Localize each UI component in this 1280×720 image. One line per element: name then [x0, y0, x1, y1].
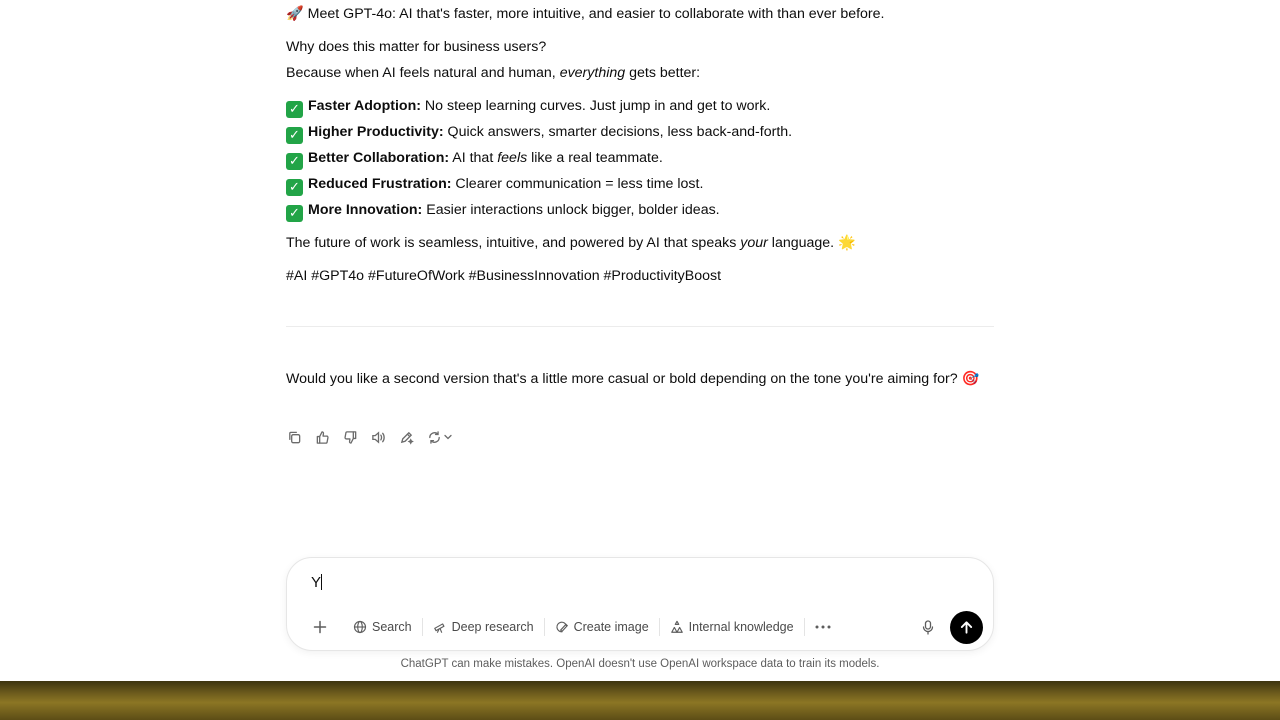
message-future [286, 233, 860, 253]
check-mark-icon: ✓ [286, 101, 303, 118]
benefit-text: Easier interactions unlock bigger, bolder ideas. [422, 202, 720, 218]
benefit-title: Reduced Frustration: [308, 176, 452, 192]
target-icon: 🎯 [961, 371, 980, 387]
send-button[interactable] [950, 611, 983, 644]
because-post: gets better: [625, 65, 701, 81]
globe-icon [353, 620, 367, 634]
benefit-text: No steep learning curves. Just jump in and get to work. [420, 98, 771, 114]
knowledge-icon [670, 620, 684, 634]
message-input[interactable] [311, 573, 322, 593]
benefit-item [286, 174, 703, 196]
future-emphasis: your [740, 235, 768, 251]
more-tools-button[interactable] [809, 613, 837, 641]
image-brush-icon [555, 620, 569, 634]
check-mark-icon: ✓ [286, 179, 303, 196]
message-actions [285, 427, 465, 447]
toolbar-separator [804, 618, 805, 636]
message-hashtags: #AI #GPT4o #FutureOfWork #BusinessInnovation #ProductivityBoost [286, 268, 722, 284]
thumbs-down-icon[interactable] [341, 428, 359, 446]
intro-text: Meet GPT-4o: AI that's faster, more intuitive, and easier to collaborate with than ever before. [307, 6, 885, 22]
arrow-up-icon [959, 620, 974, 635]
rocket-icon: 🚀 [286, 6, 304, 22]
benefit-title: Better Collaboration: [308, 150, 450, 166]
ellipsis-icon [815, 625, 831, 629]
check-mark-icon: ✓ [286, 205, 303, 222]
edit-icon[interactable] [397, 428, 415, 446]
text-caret [321, 574, 322, 590]
disclaimer-text: ChatGPT can make mistakes. OpenAI doesn't use OpenAI workspace data to train its models. [400, 658, 880, 670]
message-question: Why does this matter for business users? [286, 39, 547, 55]
search-button[interactable] [343, 613, 422, 641]
create-image-button[interactable] [545, 613, 659, 641]
composer-toolbar [307, 613, 983, 641]
because-emphasis: everything [559, 65, 626, 81]
followup-text: Would you like a second version that's a little more casual or bold depending on the tone you're aiming for? [286, 371, 958, 387]
regenerate-button[interactable] [425, 428, 455, 446]
benefit-item [286, 122, 792, 144]
attach-button[interactable] [307, 614, 333, 640]
star-icon: 🌟 [838, 235, 856, 251]
future-pre: The future of work is seamless, intuitive, and powered by AI that speaks [286, 235, 741, 251]
benefit-title: Faster Adoption: [308, 98, 421, 114]
search-label: Search [372, 620, 412, 634]
internal-knowledge-button[interactable] [660, 613, 804, 641]
internal-knowledge-label: Internal knowledge [688, 620, 794, 634]
message-intro [286, 4, 885, 24]
message-because [286, 63, 700, 83]
followup-message [286, 366, 986, 392]
check-mark-icon: ✓ [286, 153, 303, 170]
microphone-icon [921, 620, 935, 635]
check-mark-icon: ✓ [286, 127, 303, 144]
benefit-emphasis: feels [497, 150, 528, 166]
plus-icon [313, 620, 327, 634]
create-image-label: Create image [573, 620, 649, 634]
dictate-button[interactable] [914, 613, 942, 641]
benefit-text: Clearer communication = less time lost. [451, 176, 704, 192]
benefit-text: like a real teammate. [527, 150, 663, 166]
chevron-down-icon [443, 432, 453, 442]
benefit-title: More Innovation: [308, 202, 423, 218]
because-pre: Because when AI feels natural and human, [286, 65, 560, 81]
future-post: language. [767, 235, 835, 251]
thumbs-up-icon[interactable] [313, 428, 331, 446]
message-divider [286, 326, 994, 327]
message-input-value[interactable]: Y [311, 574, 322, 591]
deep-research-label: Deep research [451, 620, 534, 634]
chat-composer [286, 557, 994, 651]
benefit-item [286, 148, 663, 170]
benefit-text: AI that [449, 150, 498, 166]
benefit-item [286, 200, 720, 222]
background-strip [0, 681, 1280, 720]
benefit-title: Higher Productivity: [308, 124, 444, 140]
telescope-icon [433, 620, 447, 634]
benefit-item [286, 96, 770, 118]
regenerate-icon [427, 430, 442, 445]
benefit-text: Quick answers, smarter decisions, less back-and-forth. [443, 124, 793, 140]
copy-icon[interactable] [285, 428, 303, 446]
deep-research-button[interactable] [423, 613, 544, 641]
read-aloud-icon[interactable] [369, 428, 387, 446]
